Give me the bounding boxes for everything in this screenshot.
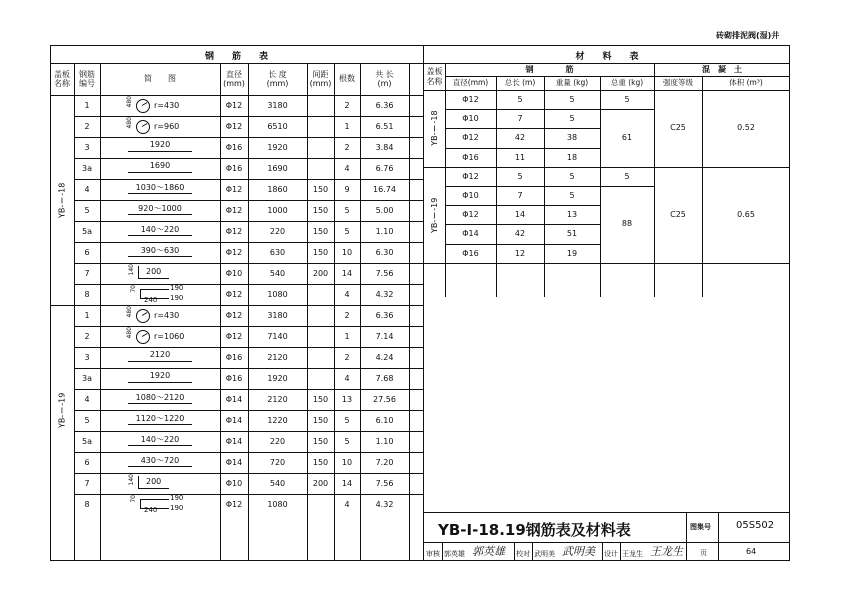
- bar-diameter: Φ12: [225, 122, 243, 131]
- stirrup-dim-c: 190: [170, 294, 184, 302]
- hook-dimension: 140: [128, 264, 135, 276]
- bar-diameter: Φ16: [225, 374, 243, 383]
- bar-count: 2: [344, 143, 350, 152]
- material-header-total_weight: 总重 (kg): [610, 78, 644, 87]
- title-block: [424, 512, 790, 561]
- bar-sketch: [100, 473, 220, 494]
- bar-number: 7: [84, 479, 90, 488]
- sketch-dimension: 390～630: [140, 246, 180, 255]
- rebar-header-cover_name-2: 名称: [54, 79, 70, 88]
- material-total-weight-b: 88: [621, 219, 633, 228]
- material-weight: 13: [566, 210, 578, 220]
- bar-count: 4: [344, 374, 350, 383]
- bar-length: 1860: [267, 185, 288, 194]
- bar-line: [128, 172, 192, 173]
- material-total-length: 14: [514, 210, 526, 220]
- bar-diameter: Φ12: [225, 500, 243, 509]
- rebar-header-count: 根数: [339, 74, 355, 84]
- sketch-dimension: 140～220: [140, 435, 180, 444]
- material-total-weight-a: 5: [624, 171, 630, 181]
- bar-length: 630: [269, 248, 286, 257]
- bar-diameter: Φ10: [225, 269, 243, 278]
- bar-diameter: Φ16: [225, 143, 243, 152]
- ring-dimension: 480: [126, 306, 133, 318]
- sketch-dimension: 1690: [149, 161, 171, 170]
- bar-total-length: 7.56: [375, 479, 394, 488]
- rebar-header-diameter-2: (mm): [223, 79, 245, 88]
- bar-sketch: [100, 494, 220, 515]
- page-label: 页: [700, 549, 707, 557]
- bar-length: 3180: [267, 311, 288, 320]
- bar-total-length: 27.56: [373, 395, 396, 404]
- hook-length: 200: [146, 477, 162, 486]
- bar-diameter: Φ16: [225, 353, 243, 362]
- material-diameter: Φ12: [462, 210, 479, 220]
- bar-diameter: Φ14: [225, 437, 243, 446]
- rebar-header-length-1: 长 度: [268, 69, 287, 79]
- material-total-length: 5: [517, 95, 523, 104]
- bar-line: [128, 403, 192, 404]
- bar-length: 1220: [267, 416, 288, 425]
- bar-sketch: [100, 137, 220, 158]
- material-total-length: 7: [517, 114, 523, 124]
- review-label: 审核: [426, 550, 440, 558]
- bar-total-length: 3.84: [375, 143, 394, 152]
- bar-sketch: [100, 368, 220, 389]
- bar-length: 1000: [267, 206, 288, 215]
- steel-header: 钢 筋: [525, 65, 574, 74]
- sketch-dimension: 2120: [149, 350, 171, 359]
- bar-total-length: 7.14: [375, 332, 394, 341]
- bar-number: 1: [84, 311, 90, 320]
- bar-length: 2120: [267, 395, 288, 404]
- bar-diameter: Φ10: [225, 479, 243, 488]
- sketch-dimension: 1920: [149, 140, 171, 149]
- stirrup-dim-a: 70: [130, 495, 137, 503]
- bar-total-length: 6.10: [375, 416, 394, 425]
- concrete-grade: C25: [670, 123, 686, 132]
- bar-sketch: [100, 347, 220, 368]
- material-total-weight-a: 5: [624, 95, 630, 104]
- bar-total-length: 7.20: [375, 458, 394, 467]
- rebar-header-cover_name-1: 盖板: [54, 69, 70, 79]
- document-title: YB-Ⅰ-18.19钢筋表及材料表: [438, 521, 631, 539]
- bar-count: 5: [344, 416, 350, 425]
- sketch-dimension: 1920: [149, 371, 171, 380]
- bar-number: 4: [84, 395, 90, 404]
- material-diameter: Φ12: [462, 133, 479, 143]
- bar-sketch: [100, 410, 220, 431]
- bar-number: 4: [84, 185, 90, 194]
- bar-length: 540: [269, 479, 286, 488]
- material-weight: 5: [569, 191, 575, 200]
- sketch-dimension: 140～220: [140, 225, 180, 234]
- bar-spacing: 150: [312, 458, 329, 467]
- stirrup-dim-a: 70: [130, 285, 137, 293]
- bar-spacing: 150: [312, 185, 329, 194]
- bar-length: 540: [269, 269, 286, 278]
- bar-spacing: 150: [312, 248, 329, 257]
- bar-line: [128, 466, 192, 467]
- bar-diameter: Φ12: [225, 101, 243, 110]
- bar-number: 8: [84, 290, 90, 299]
- stirrup-width: 240: [144, 506, 158, 514]
- material-total-length: 42: [514, 229, 526, 239]
- material-header-cover-1: 盖板: [426, 67, 443, 77]
- bar-spacing: 150: [312, 416, 329, 425]
- material-total-length: 5: [517, 171, 523, 181]
- rebar-group-name: YB-Ⅰ-18: [57, 182, 67, 218]
- ring-icon: [136, 120, 150, 134]
- bar-number: 5a: [82, 437, 92, 446]
- bar-number: 1: [84, 101, 90, 110]
- material-diameter: Φ12: [462, 95, 479, 104]
- bar-count: 5: [344, 437, 350, 446]
- material-weight: 51: [566, 229, 578, 239]
- material-diameter: Φ16: [462, 152, 479, 162]
- bar-number: 8: [84, 500, 90, 509]
- bar-spacing: 150: [312, 206, 329, 215]
- material-header-cover-2: 名称: [426, 76, 443, 86]
- bar-spacing: [307, 494, 334, 515]
- bar-number: 5a: [82, 227, 92, 236]
- bar-length: 7140: [267, 332, 288, 341]
- material-diameter: Φ14: [462, 229, 479, 239]
- bar-sketch: [100, 242, 220, 263]
- bar-count: 5: [344, 206, 350, 215]
- rebar-header-diameter-1: 直径: [226, 69, 242, 79]
- bar-diameter: Φ12: [225, 185, 243, 194]
- bar-sketch: [100, 95, 220, 116]
- bar-diameter: Φ12: [225, 206, 243, 215]
- rebar-header-bar_no-1: 钢筋: [79, 69, 95, 79]
- bar-length: 3180: [267, 101, 288, 110]
- material-diameter: Φ12: [462, 171, 479, 181]
- bar-count: 1: [344, 122, 350, 131]
- bar-count: 5: [344, 227, 350, 236]
- rebar-header-sketch: 简 图: [144, 74, 176, 84]
- bar-number: 3a: [82, 164, 92, 173]
- bar-total-length: 1.10: [375, 437, 394, 446]
- bar-total-length: 4.24: [375, 353, 394, 362]
- bar-total-length: 6.51: [375, 122, 394, 131]
- ring-dimension: 480: [126, 327, 133, 339]
- bar-sketch: [100, 200, 220, 221]
- bar-sketch: [100, 179, 220, 200]
- bar-line: [128, 151, 192, 152]
- bar-line: [128, 382, 192, 383]
- material-weight: 38: [566, 133, 578, 143]
- checker-signature: 武明美: [562, 545, 595, 558]
- bar-count: 4: [344, 290, 350, 299]
- bar-sketch: [100, 263, 220, 284]
- material-header-diameter: 直径(mm): [452, 78, 489, 87]
- bar-length: 1920: [267, 143, 288, 152]
- bar-count: 4: [344, 500, 350, 509]
- bar-number: 7: [84, 269, 90, 278]
- concrete-volume: 0.65: [737, 209, 755, 219]
- bar-length: 1080: [267, 290, 288, 299]
- bar-count: 9: [344, 185, 350, 194]
- material-diameter: Φ10: [462, 114, 479, 124]
- bar-count: 2: [344, 311, 350, 320]
- bar-spacing: 150: [312, 395, 329, 404]
- bar-length: 1920: [267, 374, 288, 383]
- material-total-weight-b: 61: [621, 133, 633, 143]
- bar-length: 220: [269, 437, 286, 446]
- sketch-dimension: 1120～1220: [135, 414, 185, 423]
- bar-diameter: Φ14: [225, 458, 243, 467]
- page-number: 64: [746, 547, 757, 556]
- atlas-label: 图集号: [690, 523, 711, 531]
- bar-length: 720: [269, 458, 286, 467]
- bar-number: 6: [84, 458, 90, 467]
- material-total-length: 12: [514, 248, 526, 258]
- sketch-dimension: 920～1000: [138, 204, 182, 213]
- bar-number: 3: [84, 143, 90, 152]
- bar-line: [128, 361, 192, 362]
- bar-diameter: Φ12: [225, 332, 243, 341]
- material-header-total_length: 总长 (m): [504, 78, 536, 87]
- hook-length: 200: [146, 267, 162, 276]
- material-header-grade: 强度等级: [663, 78, 693, 87]
- material-table-title: 材 料 表: [575, 52, 639, 62]
- bar-diameter: Φ12: [225, 311, 243, 320]
- bar-length: 1690: [267, 164, 288, 173]
- bar-number: 6: [84, 248, 90, 257]
- atlas-number: 05S502: [736, 520, 775, 531]
- bar-total-length: 6.30: [375, 248, 394, 257]
- bar-spacing: [307, 368, 334, 389]
- material-total-length: 7: [517, 191, 523, 200]
- header-title: 砖砌排泥阀(湿)井: [716, 31, 780, 40]
- bar-number: 2: [84, 122, 90, 131]
- bar-diameter: Φ12: [225, 227, 243, 236]
- material-diameter: Φ16: [462, 248, 479, 258]
- bar-spacing: 150: [312, 227, 329, 236]
- reviewer-name: 郭英雄: [444, 550, 465, 558]
- stirrup-width: 240: [144, 296, 158, 304]
- hook-dimension: 140: [128, 474, 135, 486]
- bar-number: 2: [84, 332, 90, 341]
- ring-icon: [136, 330, 150, 344]
- concrete-header: 混 凝 土: [702, 65, 742, 74]
- check-label: 校对: [516, 550, 530, 558]
- ring-radius: r=430: [154, 101, 180, 110]
- design-label: 设计: [604, 550, 618, 558]
- sketch-dimension: 1080～2120: [135, 393, 185, 402]
- material-weight: 19: [566, 248, 578, 258]
- ring-icon: [136, 99, 150, 113]
- concrete-volume: 0.52: [737, 123, 755, 132]
- bar-spacing: 200: [312, 479, 329, 488]
- bar-line: [128, 445, 192, 446]
- rebar-header-total-1: 共 长: [375, 69, 394, 79]
- rebar-group-name: YB-Ⅰ-19: [57, 392, 67, 428]
- bar-total-length: 16.74: [373, 185, 396, 194]
- bar-line: [128, 424, 192, 425]
- bar-line: [128, 256, 192, 257]
- stirrup-dim-b: 190: [170, 284, 184, 292]
- bar-total-length: 5.00: [375, 206, 394, 215]
- stirrup-dim-b: 190: [170, 494, 184, 502]
- bar-spacing: [307, 95, 334, 116]
- material-group-name: YB-Ⅰ-19: [430, 197, 439, 233]
- bar-sketch: [100, 158, 220, 179]
- reviewer-signature: 郭英雄: [472, 545, 505, 558]
- ring-radius: r=960: [154, 122, 180, 131]
- bar-diameter: Φ14: [225, 416, 243, 425]
- bar-sketch: [100, 326, 220, 347]
- bar-spacing: 200: [312, 269, 329, 278]
- material-group-name: YB-Ⅰ-18: [430, 110, 439, 147]
- sketch-dimension: 430～720: [140, 456, 180, 465]
- bar-spacing: [307, 347, 334, 368]
- rebar-header-spacing-1: 间距: [312, 69, 329, 79]
- bar-number: 3a: [82, 374, 92, 383]
- bar-length: 6510: [267, 122, 288, 131]
- bar-count: 2: [344, 101, 350, 110]
- checker-name: 武明美: [534, 550, 555, 558]
- ring-radius: r=430: [154, 311, 180, 320]
- bar-spacing: [307, 326, 334, 347]
- rebar-table-title: 钢 筋 表: [204, 52, 268, 62]
- concrete-grade: C25: [670, 209, 686, 219]
- bar-number: 5: [84, 416, 90, 425]
- material-total-length: 42: [514, 133, 526, 143]
- ring-icon: [136, 309, 150, 323]
- rebar-header-total-2: (m): [377, 79, 392, 88]
- bar-number: 5: [84, 206, 90, 215]
- rebar-header-spacing-2: (mm): [309, 79, 332, 88]
- bar-diameter: Φ16: [225, 164, 243, 173]
- rebar-header-bar_no-2: 编号: [79, 79, 95, 88]
- bar-sketch: [100, 116, 220, 137]
- bar-diameter: Φ14: [225, 395, 243, 404]
- bar-total-length: 6.36: [375, 101, 394, 110]
- bar-spacing: [307, 137, 334, 158]
- bar-count: 14: [341, 269, 353, 278]
- bar-length: 220: [269, 227, 286, 236]
- material-header-volume: 体积 (m³): [729, 78, 763, 87]
- bar-line: [128, 193, 192, 194]
- designer-name: 王龙生: [622, 550, 643, 558]
- bar-count: 14: [341, 479, 353, 488]
- bar-diameter: Φ12: [225, 248, 243, 257]
- material-weight: 5: [569, 114, 575, 124]
- bar-spacing: [307, 284, 334, 305]
- material-weight: 5: [569, 95, 575, 104]
- bar-sketch: [100, 305, 220, 326]
- bar-length: 1080: [267, 500, 288, 509]
- material-diameter: Φ10: [462, 191, 479, 200]
- bar-length: 2120: [267, 353, 288, 362]
- bar-total-length: 6.76: [375, 164, 394, 173]
- bar-total-length: 7.56: [375, 269, 394, 278]
- material-weight: 5: [569, 171, 575, 181]
- bar-spacing: [307, 305, 334, 326]
- bar-spacing: 150: [312, 437, 329, 446]
- bar-sketch: [100, 452, 220, 473]
- bar-count: 10: [341, 458, 353, 467]
- bar-total-length: 6.36: [375, 311, 394, 320]
- bar-total-length: 1.10: [375, 227, 394, 236]
- ring-dimension: 480: [126, 96, 133, 108]
- bar-count: 13: [341, 395, 353, 404]
- bar-spacing: [307, 158, 334, 179]
- bar-line: [128, 214, 192, 215]
- stirrup-dim-c: 190: [170, 504, 184, 512]
- bar-total-length: 7.68: [375, 374, 394, 383]
- sketch-dimension: 1030～1860: [135, 183, 185, 192]
- ring-dimension: 480: [126, 117, 133, 129]
- bar-sketch: [100, 431, 220, 452]
- bar-count: 2: [344, 353, 350, 362]
- bar-line: [128, 235, 192, 236]
- bar-diameter: Φ12: [225, 290, 243, 299]
- rebar-header-length-2: (mm): [266, 79, 289, 88]
- material-header-weight: 重量 (kg): [555, 78, 589, 87]
- bar-spacing: [307, 116, 334, 137]
- bar-number: 3: [84, 353, 90, 362]
- bar-sketch: [100, 221, 220, 242]
- bar-total-length: 4.32: [375, 290, 394, 299]
- designer-signature: 王龙生: [650, 545, 683, 558]
- material-total-length: 11: [514, 152, 526, 162]
- bar-sketch: [100, 284, 220, 305]
- ring-radius: r=1060: [154, 332, 185, 341]
- material-weight: 18: [566, 152, 578, 162]
- bar-total-length: 4.32: [375, 500, 394, 509]
- bar-sketch: [100, 389, 220, 410]
- bar-count: 1: [344, 332, 350, 341]
- bar-count: 10: [341, 248, 353, 257]
- bar-count: 4: [344, 164, 350, 173]
